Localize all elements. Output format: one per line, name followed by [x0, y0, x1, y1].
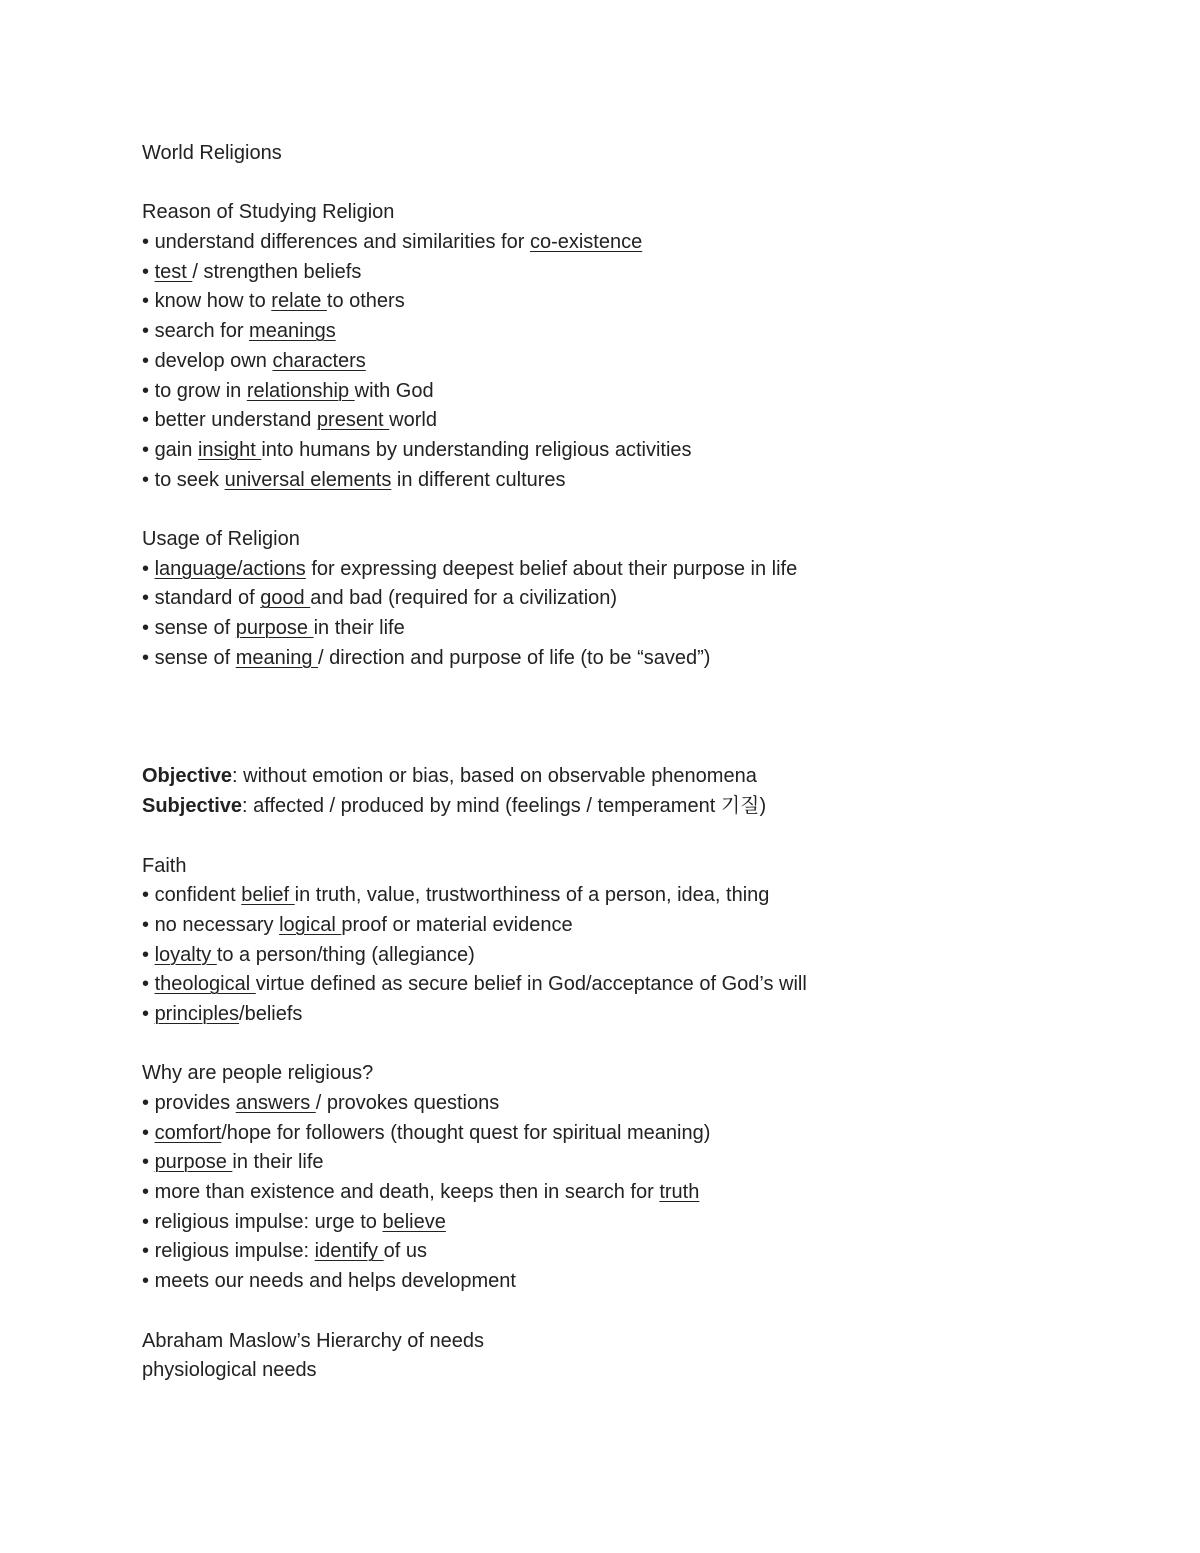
list-item	[142, 377, 1142, 407]
list-item-text: develop own	[154, 349, 273, 372]
spacer	[142, 733, 1142, 763]
bullet-icon: •	[142, 320, 155, 343]
underlined-term: good	[260, 587, 311, 610]
underlined-term: logical	[279, 913, 342, 936]
bullet-icon: •	[142, 379, 155, 402]
bullet-icon: •	[142, 973, 155, 996]
section-heading: Reason of Studying Religion	[142, 201, 395, 224]
list-item-text: to others	[326, 290, 405, 313]
definition-subjective	[142, 792, 1142, 822]
bullet-icon: •	[142, 1270, 155, 1293]
list-item	[142, 1089, 1142, 1119]
underlined-term: language/actions	[154, 557, 306, 580]
bullet-icon: •	[142, 231, 155, 254]
underlined-term: characters	[272, 349, 366, 372]
document-title: World Religions	[142, 142, 282, 164]
list-item-text: in truth, value, trustworthiness of a person, idea, thing	[294, 884, 770, 907]
underlined-term: relate	[271, 290, 327, 313]
list-item-text: understand differences and similarities for	[154, 231, 530, 254]
section-heading: Faith	[142, 854, 187, 877]
list-item-text: / strengthen beliefs	[192, 260, 362, 283]
spacer	[142, 822, 1142, 852]
bullet-icon: •	[142, 1002, 155, 1025]
list-item-text: in different cultures	[391, 468, 566, 491]
list-item-text: with God	[354, 379, 434, 402]
underlined-term: believe	[382, 1210, 446, 1233]
underlined-term: truth	[659, 1181, 700, 1204]
list-item	[142, 911, 1142, 941]
list-item-text: /hope for followers (thought quest for spiritual meaning)	[221, 1121, 711, 1144]
list-item-text: gain	[154, 438, 198, 461]
bullet-icon: •	[142, 1092, 155, 1114]
list-item-text: sense of	[154, 617, 236, 639]
section-reasons	[142, 198, 1142, 495]
list-item-text: of us	[383, 1240, 427, 1263]
list-item	[142, 1237, 1142, 1267]
list-item	[142, 970, 1142, 1000]
list-item-text: confident	[154, 884, 242, 907]
definition-objective	[142, 762, 1142, 792]
maslow-heading: Abraham Maslow’s Hierarchy of needs	[142, 1329, 485, 1352]
list-item-text: more than existence and death, keeps then in search for	[154, 1181, 660, 1204]
spacer	[142, 495, 1142, 525]
bullet-icon: •	[142, 943, 155, 966]
spacer	[142, 703, 1142, 733]
underlined-term: answers	[235, 1092, 316, 1114]
bullet-icon: •	[142, 587, 155, 610]
definition-term: Objective	[142, 765, 233, 788]
list-item-text: to seek	[154, 468, 225, 491]
list-item	[142, 1178, 1142, 1208]
list-item	[142, 347, 1142, 377]
list-item	[142, 228, 1142, 258]
list-item-text: better understand	[154, 409, 317, 432]
list-item	[142, 1148, 1142, 1178]
spacer	[142, 1030, 1142, 1060]
underlined-term: purpose	[235, 617, 314, 639]
list-item-text: know how to	[154, 290, 272, 313]
underlined-term: insight	[197, 438, 262, 461]
underlined-term: principles	[154, 1002, 240, 1025]
list-item-text: / direction and purpose of life (to be “saved”)	[318, 646, 711, 669]
bullet-icon: •	[142, 290, 155, 313]
list-item-text: religious impulse:	[154, 1240, 315, 1263]
list-item-text: in their life	[232, 1151, 324, 1174]
list-item	[142, 584, 1142, 614]
definition-text: : without emotion or bias, based on observable phenomena	[232, 765, 757, 788]
list-item	[142, 1208, 1142, 1238]
spacer	[142, 673, 1142, 703]
section-heading: Usage of Religion	[142, 527, 300, 550]
list-item-text: no necessary	[154, 913, 280, 936]
list-item-text: / provokes questions	[315, 1092, 500, 1114]
underlined-term: co-existence	[529, 231, 643, 254]
bullet-icon: •	[142, 468, 155, 491]
list-item-text: virtue defined as secure belief in God/acceptance of God’s will	[255, 973, 807, 996]
list-item-text: meets our needs and helps development	[154, 1270, 516, 1293]
list-item	[142, 406, 1142, 436]
underlined-term: theological	[154, 973, 256, 996]
list-item	[142, 941, 1142, 971]
list-item	[142, 436, 1142, 466]
underlined-term: relationship	[246, 379, 355, 402]
bullet-icon: •	[142, 884, 155, 907]
bullet-icon: •	[142, 646, 155, 669]
bullet-icon: •	[142, 617, 155, 639]
bullet-icon: •	[142, 557, 155, 580]
list-item-text: standard of	[154, 587, 261, 610]
underlined-term: identify	[314, 1240, 384, 1263]
list-item-text: religious impulse: urge to	[154, 1210, 383, 1233]
bullet-icon: •	[142, 438, 155, 461]
definition-text: : affected / produced by mind (feelings / temperament 기질)	[242, 795, 767, 818]
underlined-term: meaning	[235, 646, 319, 669]
spacer	[142, 169, 1142, 199]
list-item-text: world	[389, 409, 437, 432]
list-item	[142, 317, 1142, 347]
spacer	[142, 1297, 1142, 1327]
bullet-icon: •	[142, 1210, 155, 1233]
list-item-text: to grow in	[154, 379, 247, 402]
bullet-icon: •	[142, 1151, 155, 1174]
underlined-term: comfort	[154, 1121, 222, 1144]
section-heading: Why are people religious?	[142, 1062, 374, 1085]
list-item-text: search for	[154, 320, 250, 343]
maslow-line: physiological needs	[142, 1359, 317, 1382]
section-usage	[142, 525, 1142, 673]
underlined-term: present	[316, 409, 390, 432]
list-item-text: /beliefs	[239, 1002, 303, 1025]
list-item	[142, 614, 1142, 644]
definition-term: Subjective	[142, 795, 243, 818]
bullet-icon: •	[142, 1240, 155, 1263]
bullet-icon: •	[142, 1121, 155, 1144]
list-item	[142, 1267, 1142, 1297]
underlined-term: loyalty	[154, 943, 217, 966]
underlined-term: universal elements	[224, 468, 392, 491]
underlined-term: purpose	[154, 1151, 233, 1174]
document-page	[142, 139, 1142, 1386]
list-item	[142, 555, 1142, 585]
underlined-term: test	[154, 260, 193, 283]
bullet-icon: •	[142, 260, 155, 283]
bullet-icon: •	[142, 1181, 155, 1204]
list-item	[142, 881, 1142, 911]
list-item-text: sense of	[154, 646, 236, 669]
list-item-text: provides	[154, 1092, 236, 1114]
list-item	[142, 258, 1142, 288]
section-why-religious	[142, 1059, 1142, 1297]
list-item-text: proof or material evidence	[341, 913, 573, 936]
bullet-icon: •	[142, 913, 155, 936]
bullet-icon: •	[142, 409, 155, 432]
list-item	[142, 1119, 1142, 1149]
list-item-text: in their life	[313, 617, 405, 639]
list-item-text: into humans by understanding religious activities	[261, 438, 692, 461]
bullet-icon: •	[142, 349, 155, 372]
list-item	[142, 644, 1142, 674]
list-item	[142, 287, 1142, 317]
underlined-term: belief	[241, 884, 295, 907]
section-faith	[142, 852, 1142, 1030]
list-item	[142, 466, 1142, 496]
list-item-text: for expressing deepest belief about their purpose in life	[305, 557, 798, 580]
underlined-term: meanings	[249, 320, 336, 343]
list-item-text: and bad (required for a civilization)	[310, 587, 618, 610]
list-item	[142, 1000, 1142, 1030]
list-item-text: to a person/thing (allegiance)	[216, 943, 475, 966]
